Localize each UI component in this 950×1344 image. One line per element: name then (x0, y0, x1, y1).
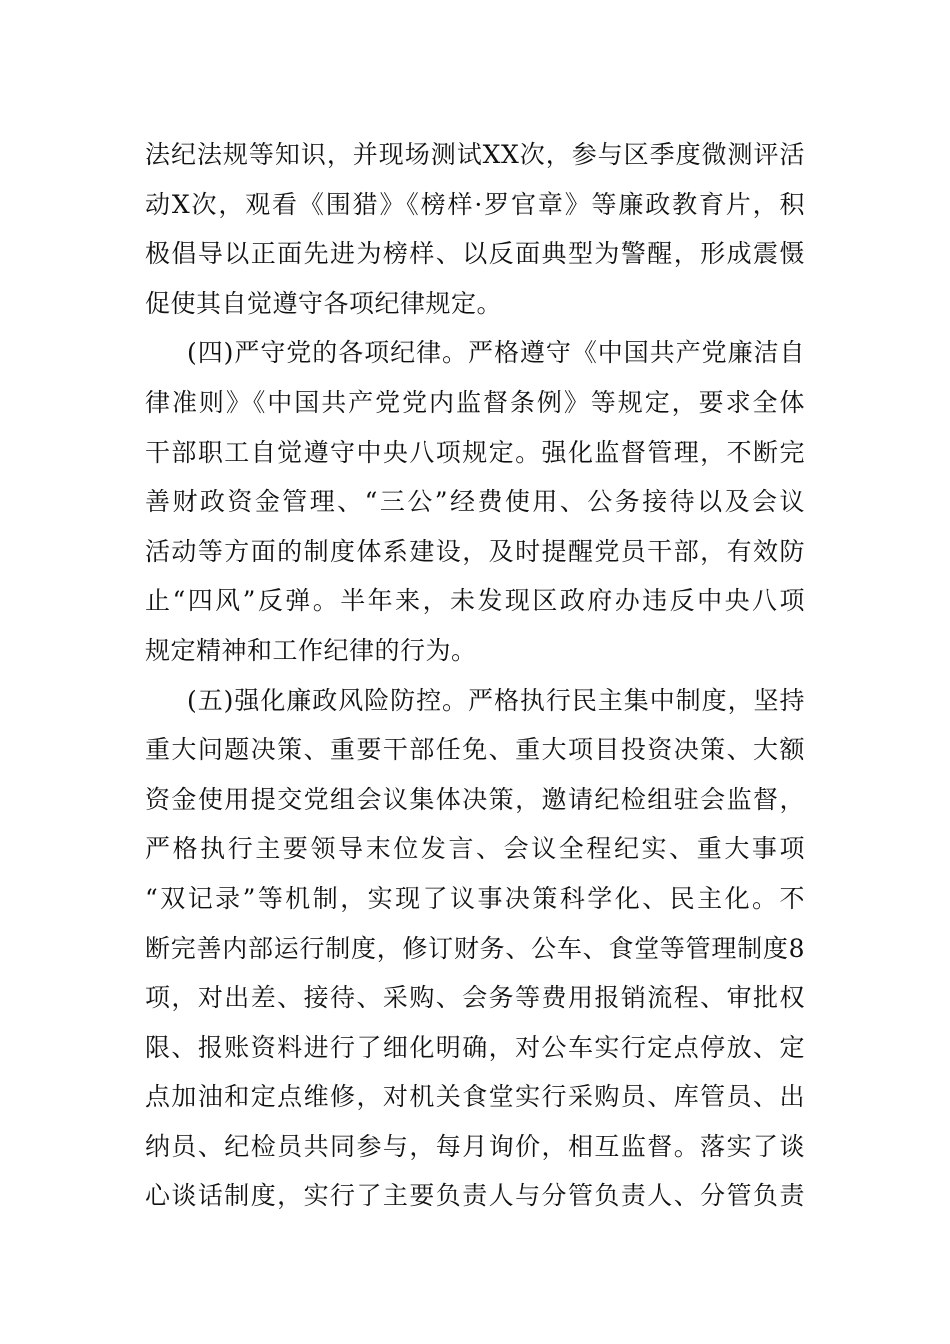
text-line: 法纪法规等知识，并现场测试XX次，参与区季度微测评活 (145, 140, 805, 169)
text-line: 规定精神和工作纪律的行为。 (145, 635, 477, 665)
text-line: 极倡导以正面先进为榜样、以反面典型为警醒，形成震慑 (145, 239, 805, 269)
text-line: 止“四风”反弹。半年来，未发现区政府办违反中央八项 (145, 586, 805, 616)
text-line: 干部职工自觉遵守中央八项规定。强化监督管理，不断完 (145, 437, 805, 467)
text-line: 动X次，观看《围猎》《榜样·罗官章》等廉政教育片，积 (145, 189, 805, 219)
text-line: “双记录”等机制，实现了议事决策科学化、民主化。不 (145, 883, 805, 913)
text-line: 律准则》《中国共产党党内监督条例》等规定，要求全体 (145, 387, 805, 417)
text-line: 促使其自觉遵守各项纪律规定。 (145, 288, 503, 318)
text-line: 重大问题决策、重要干部任免、重大项目投资决策、大额 (145, 735, 805, 765)
text-line: 限、报账资料进行了细化明确，对公车实行定点停放、定 (145, 1032, 805, 1062)
text-line: (五)强化廉政风险防控。严格执行民主集中制度，坚持 (187, 685, 805, 715)
text-line: (四)严守党的各项纪律。严格遵守《中国共产党廉洁自 (187, 338, 805, 368)
text-line: 资金使用提交党组会议集体决策，邀请纪检组驻会监督， (145, 784, 805, 814)
text-line: 点加油和定点维修，对机关食堂实行采购员、库管员、出 (145, 1082, 805, 1112)
text-line: 断完善内部运行制度，修订财务、公车、食堂等管理制度8 (145, 933, 805, 963)
text-line: 善财政资金管理、“三公”经费使用、公务接待以及会议 (145, 487, 805, 517)
body-text (145, 130, 805, 1221)
text-line: 活动等方面的制度体系建设，及时提醒党员干部，有效防 (145, 536, 805, 566)
text-line: 项，对出差、接待、采购、会务等费用报销流程、审批权 (145, 983, 805, 1013)
text-line: 心谈话制度，实行了主要负责人与分管负责人、分管负责 (145, 1181, 805, 1211)
text-line: 纳员、纪检员共同参与，每月询价，相互监督。落实了谈 (145, 1131, 805, 1161)
text-line: 严格执行主要领导末位发言、会议全程纪实、重大事项 (145, 834, 805, 864)
